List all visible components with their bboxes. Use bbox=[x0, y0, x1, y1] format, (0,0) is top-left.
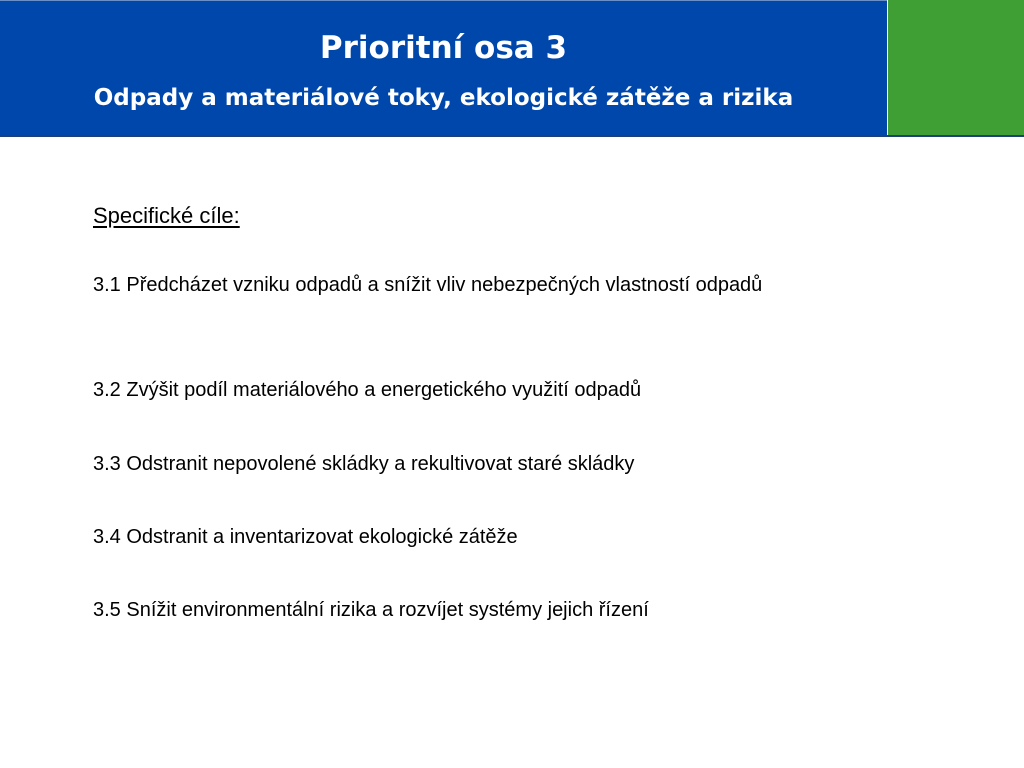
green-accent-block bbox=[888, 0, 1024, 135]
goal-item: 3.1 Předcházet vzniku odpadů a snížit vliv nebezpečných vlastností odpadů bbox=[93, 274, 763, 296]
slide-subtitle: Odpady a materiálové toky, ekologické zátěže a rizika bbox=[93, 85, 794, 111]
goal-item: 3.2 Zvýšit podíl materiálového a energetického využití odpadů bbox=[93, 379, 642, 401]
goal-item: 3.4 Odstranit a inventarizovat ekologické zátěže bbox=[93, 526, 518, 548]
header-bar bbox=[0, 0, 887, 135]
goal-item: 3.5 Snížit environmentální rizika a rozvíjet systémy jejich řízení bbox=[93, 599, 649, 621]
section-heading: Specifické cíle: bbox=[93, 203, 240, 228]
header-divider bbox=[0, 135, 1024, 137]
goal-item: 3.3 Odstranit nepovolené skládky a rekultivovat staré skládky bbox=[93, 453, 635, 475]
slide-title: Prioritní osa 3 bbox=[319, 30, 568, 66]
